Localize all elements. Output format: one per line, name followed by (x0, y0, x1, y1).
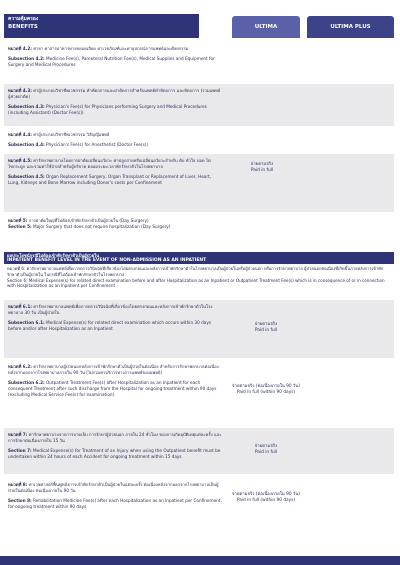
row-th-prefix: หมวดที่ 6.2: (8, 364, 32, 369)
value-en: Paid in full (254, 450, 278, 455)
table-header (4, 14, 394, 38)
table-row-4-3 (4, 84, 394, 126)
table-row-7 (4, 428, 394, 474)
table-row-6-2 (4, 360, 394, 426)
row-en-text: Rehabilitation Medicine Fee(s) after each Hospitalization as an Inpatient per Confinement, for ongoing treatment within 90 days (8, 498, 222, 509)
footer-strip (0, 556, 400, 565)
plan-ultima-header: ULTIMA (232, 16, 300, 38)
row-en-prefix: Section 8: (8, 498, 32, 503)
row-en-prefix: Section 5: (8, 224, 32, 229)
row-th-prefix: หมวดที่ 6.1: (8, 304, 32, 309)
value-th: จ่ายตามจริง (254, 444, 278, 449)
value-en: Paid in full (within 90 days) (236, 390, 296, 395)
row-en-prefix: Subsection 4.3: (8, 104, 45, 109)
benefits-header-cell (4, 14, 199, 38)
table-row-8 (4, 478, 394, 526)
row-en-prefix: Subsection 6.2: (8, 380, 45, 385)
shared-paid-in-full-value (228, 162, 296, 174)
row-en-text: Outpatient Treatment Fee(s) after Hospitalization as an Inpatient for each consequent Treatment after such discharge from the Hospital for ongoing treatment within 90 days (excluding Medical Service Fee(s) for examination) (8, 380, 217, 397)
value-th: จ่ายตามจริง (254, 322, 278, 327)
row-th-text: ค่ารักษาพยาบาลแพทย์เพื่อการตรวจวินิจฉัยที่เกี่ยวข้องโดยตรงก่อนและหลังการเข้าพักรักษาตัวในโรงพยาบาล 30 วัน เป็นผู้ป่วยใน (8, 304, 213, 315)
section-intro (4, 264, 394, 291)
row-en-text: Physician's Fee(s) for Physicians performing Surgery and Medical Procedures (including Assistant) (Doctor Fee(s)) (8, 104, 207, 115)
row-en-text: Medical Expense(s) for Treatment of an Injury when using the Outpatient benefit must be undertaken within 24 hours of each Accident for ongoing treatment within 15 days (8, 448, 221, 459)
section-title-en: INPATIENT BENEFIT LEVEL IN THE EVENT OF NON-ADMISSION AS AN INPATIENT (7, 258, 207, 263)
value-en: Paid in full (254, 328, 278, 333)
row-value (232, 444, 300, 456)
row-th-prefix: หมวดที่ 5: (8, 218, 28, 223)
plan-ultima-plus-header: ULTIMA PLUS (307, 16, 394, 38)
benefits-header-en: BENEFITS (8, 24, 38, 30)
row-en-prefix: Section 7: (8, 448, 32, 453)
value-th: จ่ายตามจริง (ต่อเนื่องภายใน 90 วัน) (232, 492, 300, 497)
table-row-5 (4, 214, 394, 244)
benefits-header-th: ความคุ้มครอง (8, 16, 39, 22)
table-row-6-1 (4, 300, 394, 358)
row-en-prefix: Subsection 4.2: (8, 56, 45, 61)
row-th-prefix: หมวดที่ 8: (8, 482, 28, 487)
row-th-prefix: หมวดที่ 4.3: (8, 88, 32, 93)
value-th: จ่ายตามจริง (250, 162, 274, 167)
row-th-text: ค่าผู้ประกอบวิชาชีพเวชกรรม วิสัญญีแพทย์ (33, 132, 110, 137)
row-th-text: ค่ารักษาพยาบาลจากการบาดเจ็บ การรักษาผู้ป่วยนอก ภายใน 24 ชั่วโมง ของการเกิดอุบัติเหตุแต่ละครั้ง และการรักษาต่อเนื่องภายใน 15 วัน (8, 432, 222, 443)
row-en-text: Organ Replacement Surgery, Organ Transplant or Replacement of Liver, Heart, Lung, Kidneys and Bone Marrow including Donor's costs per Confinement (8, 174, 212, 185)
row-th-prefix: หมวดที่ 7: (8, 432, 28, 437)
section-title-bar (4, 252, 394, 264)
section-intro-th: หมวดที่ 6: ค่ารักษาพยาบาลแพทย์เพื่อการตรวจวินิจฉัยที่เกี่ยวข้องโดยตรงก่อนและหลังการเข้าพักรักษาตัวในโรงพยาบาลเป็นผู้ป่วยในหรือผู้ป่วยนอก หรือการรักษาพยาบาล ผู้ป่วยนอกต่อเนื่องที่เกิดขึ้นภายหลังการเข้าพักรักษาตัวเป็นผู้ป่วยใน ในกรณีที่ไม่ต้องเข้าพักรักษาตัวในโรงพยาบาล (7, 266, 384, 277)
section-6-banner (4, 252, 394, 289)
row-th-text: ค่ารักษาพยาบาลโดยการผ่าตัดเปลี่ยนอวัยวะ ค่าปลูกถ่ายหรือเปลี่ยนอวัยวะสำหรับ ตับ หัวใจ ปอด ไต ไขกระดูก และรวมค่าใช้จ่ายสำหรับผู้บริจาค ตลอดระยะเวลาพักรักษาตัวในโรงพยาบาล (8, 158, 211, 169)
row-value (232, 492, 300, 504)
row-en-prefix: Subsection 4.5: (8, 174, 45, 179)
row-th-text: ค่ายา ค่าสารอาหารทางหลอดเลือด ค่าเวชภัณฑ์และค่าอุปกรณ์การแพทย์และศัลยกรรม (33, 46, 189, 51)
table-row-4-2 (4, 44, 394, 84)
table-row-4-5 (4, 154, 394, 212)
row-th-prefix: หมวดที่ 4.2: (8, 46, 32, 51)
row-th-text: ค่ารักษาพยาบาลผู้ป่วยนอกหลังการเข้าพักรักษาตัวเป็นผู้ป่วยในต่อเนื่อง สำหรับการรักษาพยาบาลต่อเนื่องหลังจากออกจากโรงพยาบาลภายใน 90 วัน (ไม่รวมค่าบริการทางการแพทย์ของแพทย์) (8, 364, 219, 375)
row-value (232, 384, 300, 396)
row-th-text: ค่าเวชศาสตร์ฟื้นฟูหลังการเข้าพักรักษาตัวเป็นผู้ป่วยในแต่ละครั้ง ต่อเนื่องหลังจากออกจากโรงพยาบาลเป็นผู้ป่วยในต่อเนื่อง ต่อเนื่องภายใน 90 วัน (8, 482, 219, 493)
row-th-text: การผ่าตัดใหญ่ที่ไม่ต้องเข้าพักรักษาตัวเป็นผู้ป่วยใน (Day Surgery) (28, 218, 149, 223)
row-en-text: Medical Expense(s) for related direct examination which occurs within 30 days before and/or after Hospitalization as an Inpatient (8, 320, 211, 331)
row-th-text: ค่าผู้ประกอบวิชาชีพเวชกรรม ทำหัตถการและผ่าตัดการสำหรับแพทย์ทำหัตถการ และหัตถการ (รวมแพทย์ผู้ช่วยผ่าตัด) (8, 88, 221, 99)
row-th-prefix: หมวดที่ 4.4: (8, 132, 32, 137)
row-en-prefix: Subsection 6.1: (8, 320, 45, 325)
row-th-prefix: หมวดที่ 4.5: (8, 158, 32, 163)
table-row-4-4 (4, 126, 394, 154)
value-th: จ่ายตามจริง (ต่อเนื่องภายใน 90 วัน) (232, 384, 300, 389)
row-en-text: Major Surgery that does not require hospitalization (Day Surgery) (33, 224, 171, 229)
value-en: Paid in full (within 90 days) (236, 498, 296, 503)
section-intro-en: Section 6: Medical Expense(s) for related direct examination before and after Hospitalization as an Inpatient or Outpatient Treatment Fee(s) which is in consequence of or in connection with Hospitalization as an Inpatient per Confinement (7, 277, 385, 289)
row-en-text: Physician's Fee(s) for Anesthetist (Doctor Fee(s)) (46, 142, 149, 147)
value-en: Paid in full (250, 168, 274, 173)
row-value (232, 322, 300, 334)
row-en-text: Medicine Fee(s), Parenteral Nutrition Fee(s), Medical Supplies and Equipment for Surgery and Medical Procedures (8, 56, 215, 67)
section-title-th: ผลประโยชน์กรณีไม่ต้องเข้าพักรักษาตัวเป็นผู้ป่วยใน (7, 253, 100, 258)
row-en-prefix: Subsection 4.4: (8, 142, 45, 147)
